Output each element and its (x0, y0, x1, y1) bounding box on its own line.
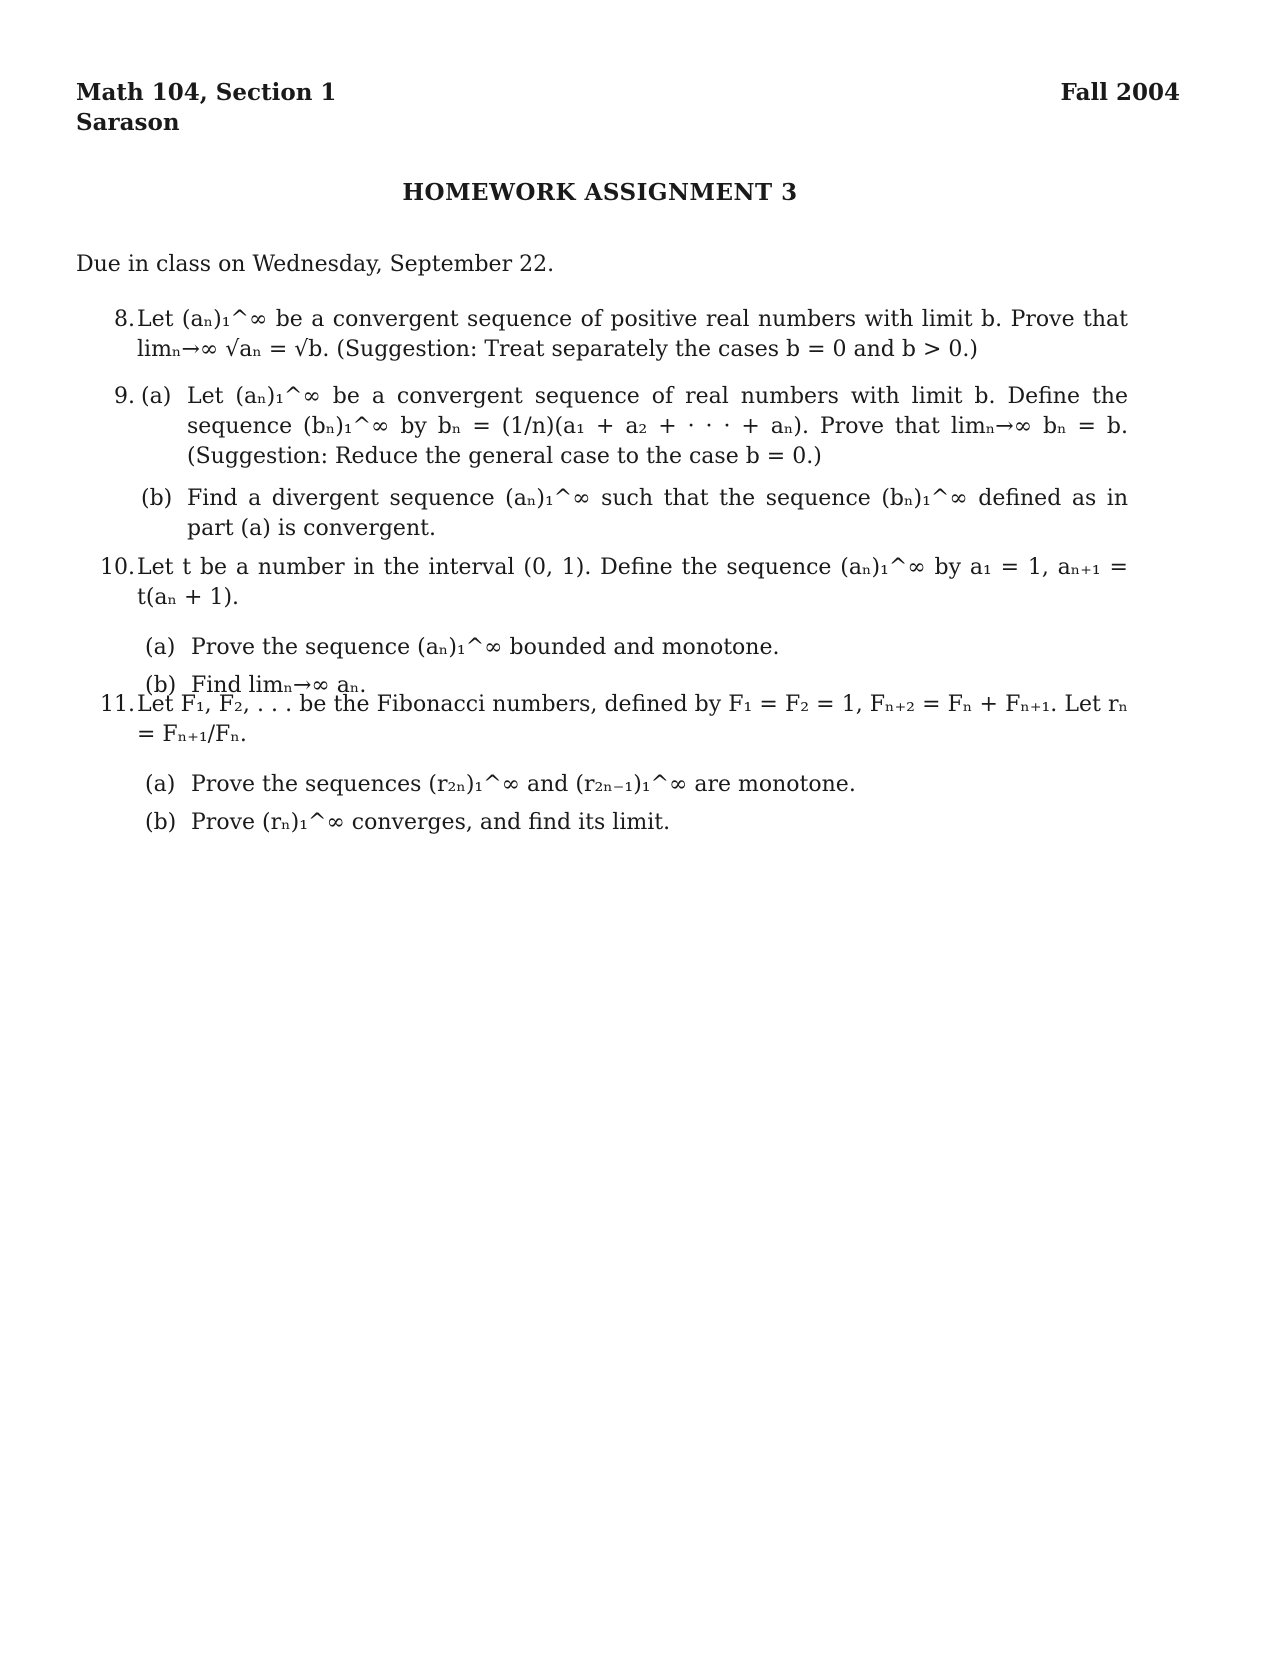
course-name: Math 104, Section 1 (76, 79, 337, 106)
part-label: (b) (141, 486, 173, 511)
part-text: Prove (rₙ)₁^∞ converges, and find its limit. (191, 810, 671, 835)
problem-9 (95, 382, 1128, 544)
part-text: Prove the sequences (r₂ₙ)₁^∞ and (r₂ₙ₋₁)₁^∞ are monotone. (191, 772, 856, 797)
problem-11 (95, 690, 1128, 838)
problem-part (141, 382, 1128, 472)
problem-part (145, 808, 1128, 838)
problem-number: 8. (114, 307, 135, 332)
term-label: Fall 2004 (1060, 79, 1180, 106)
part-text: Let (aₙ)₁^∞ be a convergent sequence of real numbers with limit b. Define the sequence (bₙ)₁^∞ by bₙ = (1/n)(a₁ + a₂ + · · · + aₙ). Prove that limₙ→∞ bₙ = b. (Suggestion: Reduce the general case to the case b = 0.) (187, 384, 1128, 469)
page-title: HOMEWORK ASSIGNMENT 3 (402, 179, 798, 206)
part-label: (a) (145, 635, 176, 660)
part-text: Find limₙ→∞ aₙ. (191, 673, 367, 698)
part-label: (a) (145, 772, 176, 797)
part-text: Find a divergent sequence (aₙ)₁^∞ such that the sequence (bₙ)₁^∞ defined as in part (a) is convergent. (187, 486, 1128, 541)
problem-10 (95, 553, 1128, 701)
problem-8 (95, 305, 1128, 365)
problem-number: 9. (114, 384, 135, 409)
part-label: (a) (141, 384, 172, 409)
part-label: (b) (145, 810, 177, 835)
part-text: Prove the sequence (aₙ)₁^∞ bounded and monotone. (191, 635, 780, 660)
problem-text: Let t be a number in the interval (0, 1). Define the sequence (aₙ)₁^∞ by a₁ = 1, aₙ₊₁ = t(aₙ + 1). (137, 555, 1128, 610)
problem-text: Let F₁, F₂, . . . be the Fibonacci numbers, defined by F₁ = F₂ = 1, Fₙ₊₂ = Fₙ + Fₙ₊₁. Let rₙ = Fₙ₊₁/Fₙ. (137, 692, 1128, 747)
problem-text: Let (aₙ)₁^∞ be a convergent sequence of positive real numbers with limit b. Prove that limₙ→∞ √aₙ = √b. (Suggestion: Treat separately the cases b = 0 and b > 0.) (137, 307, 1128, 362)
problem-part (145, 633, 1128, 663)
instructor-name: Sarason (76, 109, 180, 136)
problem-number: 11. (100, 692, 135, 717)
part-label: (b) (145, 673, 177, 698)
problem-part (145, 770, 1128, 800)
course-header (76, 78, 336, 138)
problem-part (141, 484, 1128, 544)
problem-number: 10. (100, 555, 135, 580)
due-date: Due in class on Wednesday, September 22. (76, 252, 555, 277)
